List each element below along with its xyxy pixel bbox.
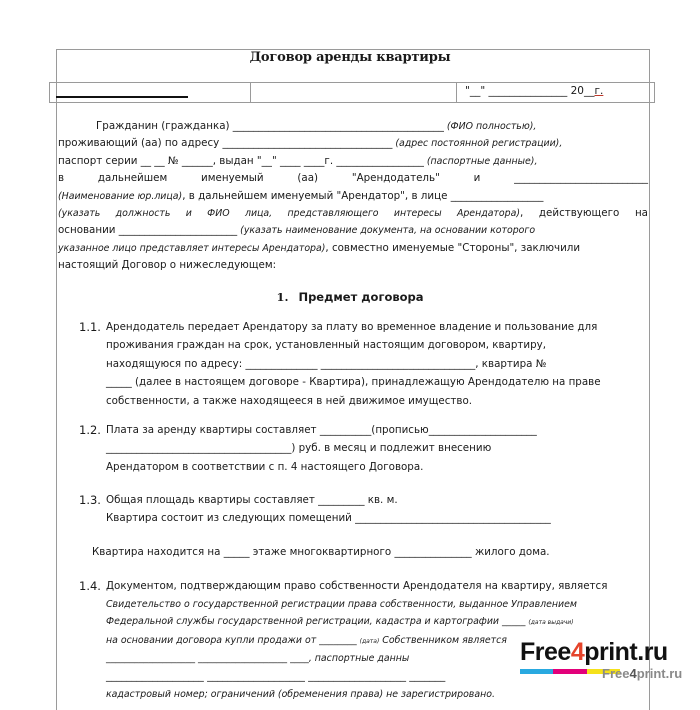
preamble-line-3: паспорт серии __ __ № ______, выдан "__" ____ ____г. _________________ (паспортные данные), <box>58 154 538 167</box>
date-cell <box>457 83 654 102</box>
floor-line: Квартира находится на _____ этаже многоквартирного _______________ жилого дома. <box>92 546 550 558</box>
preamble-line-8: указанное лицо представляет интересы Арендатора), совместно именуемые "Стороны", заключили <box>58 241 581 254</box>
section-heading: 1. Предмет договора <box>276 290 424 304</box>
document-title: Договор аренды квартиры <box>249 50 451 65</box>
preamble-line-9: настоящий Договор о нижеследующем: <box>58 259 277 272</box>
preamble-line-7: основании _______________________ (указать наименование документа, на основании которого <box>58 224 536 237</box>
header-table <box>49 82 655 103</box>
preamble-line-5: (Наименование юр.лица), в дальнейшем именуемый "Арендатор", в лице __________________ <box>58 189 544 202</box>
clause-1-2: 1.2. Плата за аренду квартиры составляет __________(прописью_____________________ ____________________________________) руб. в месяц и подлежит внесению Арендатором в соответствии с п. 4 настоящего Договора. <box>79 423 537 473</box>
preamble-line-2: проживающий (аа) по адресу _________________________________ (адрес постоянной регистрации), <box>58 137 563 150</box>
clause-1-4: 1.4. Документом, подтверждающим право собственности Арендодателя на квартиру, является Свидетельство о государственной регистрации права собственности, выданное Управлением Федеральной службы государственной регистрации, кадастра и картографии _____ (дата выдачи) на основании договора купли продажи от ________ (дата) Собственником является ___________________ ___________________ ____, паспортные данны ___________________ ___________________ ___________________ _______ кадастровый номер; ограничений (обременения права) не зарегистрировано. <box>79 579 608 700</box>
clause-1-3: 1.3. Общая площадь квартиры составляет _________ кв. м. Квартира состоит из следующих помещений ______________________________________ <box>79 493 551 525</box>
preamble-line-1: Гражданин (гражданка) _________________________________________ (ФИО полностью), <box>96 120 537 132</box>
clause-1-1: 1.1. Арендодатель передает Арендатору за плату во временное владение и пользование для проживания граждан на срок, установленный настоящим договором, квартиру, находящуюся по адресу: ______________ ______________________________, квартира № _____ (далее в настоящем договоре - Квартира), принадлежащую Арендодателю на праве собственности, а также находящееся в ней движимое имущество. <box>79 320 601 407</box>
place-cell <box>50 83 251 102</box>
empty-cell <box>251 83 457 102</box>
place-blank <box>56 96 188 98</box>
watermark-logo: Free4print.ru Free4print.ru <box>520 638 683 681</box>
preamble-line-6: (указать должность и ФИО лица, представляющего интересы Арендатора), действующего на <box>58 207 648 220</box>
preamble <box>56 118 650 275</box>
contract-date: "__" _______________ 20__г. <box>465 85 604 97</box>
preamble-line-4: в дальнейшем именуемый (аа) "Арендодатель" и __________________________ <box>58 172 648 185</box>
